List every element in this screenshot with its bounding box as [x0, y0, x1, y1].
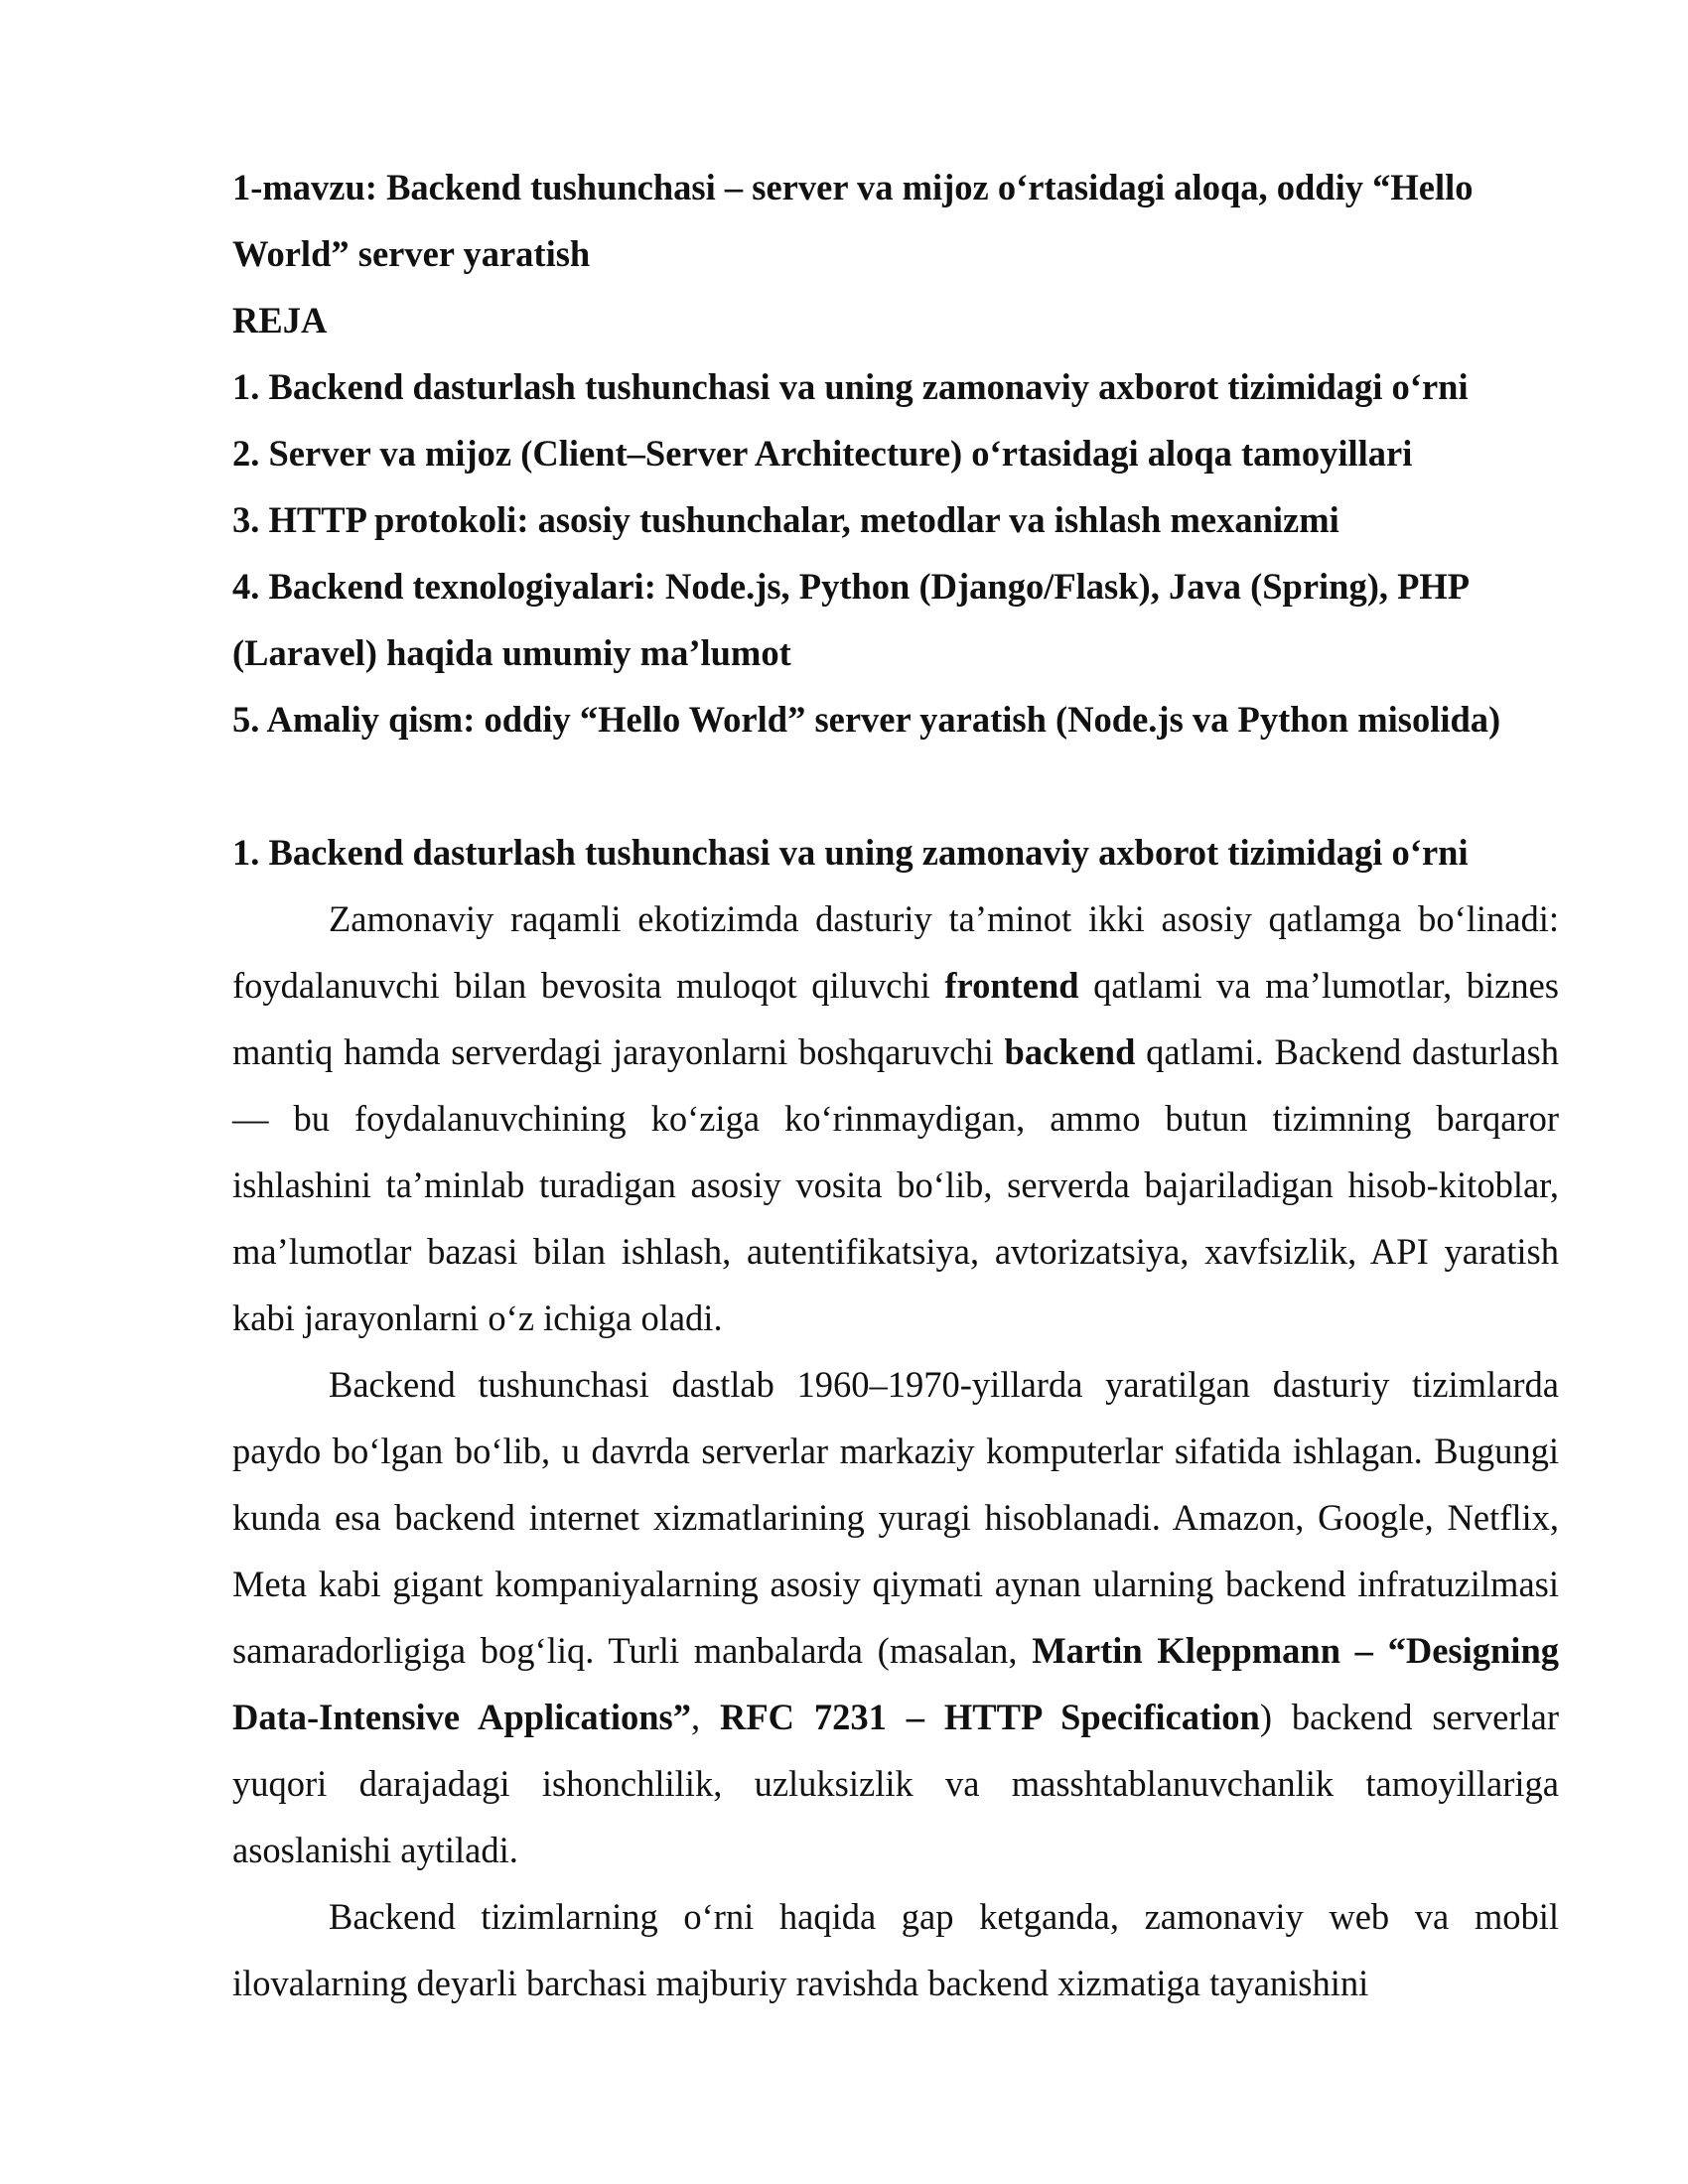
- paragraph-1: [232, 886, 1559, 1351]
- plan-label: REJA: [232, 300, 328, 341]
- paragraph-2: [232, 1351, 1559, 1883]
- reference-kleppmann: Martin Kleppmann – “Designing Data-Intensive Applications”: [232, 1630, 1559, 1737]
- document-title: 1-mavzu: Backend tushunchasi – server va mijoz o‘rtasidagi aloqa, oddiy “Hello World” server yaratish: [232, 167, 1474, 274]
- section-1-heading: 1. Backend dasturlash tushunchasi va uning zamonaviy axborot tizimidagi o‘rni: [232, 832, 1469, 873]
- plan-item-3: 3. HTTP protokoli: asosiy tushunchalar, metodlar va ishlash mexanizmi: [232, 499, 1339, 540]
- document-page: [232, 154, 1559, 2016]
- term-frontend: frontend: [944, 965, 1079, 1006]
- paragraph-2-text-a: Backend tushunchasi dastlab 1960–1970-yillarda yaratilgan dasturiy tizimlarda paydo bo‘lgan bo‘lib, u davrda serverlar markaziy komputerlar sifatida ishlagan. Bugungi kunda esa backend internet xizmatlarining yuragi hisoblanadi. Amazon, Google, Netflix, Meta kabi gigant kompaniyalarning asosiy qiymati aynan ularning backend infratuzilmasi samaradorligiga bog‘liq. Turli manbalarda (masalan,: [232, 1364, 1559, 1671]
- paragraph-1-text-a: Zamonaviy raqamli ekotizimda dasturiy ta’minot ikki asosiy qatlamga bo‘linadi: foydalanuvchi bilan bevosita muloqot qiluvchi: [232, 898, 1559, 1006]
- plan-item-1: 1. Backend dasturlash tushunchasi va uning zamonaviy axborot tizimidagi o‘rni: [232, 366, 1469, 407]
- paragraph-2-text-d: ) backend serverlar yuqori darajadagi ishonchlilik, uzluksizlik va masshtablanuvchanlik tamoyillariga asoslanishi aytiladi.: [232, 1697, 1560, 1870]
- paragraph-1-text-d: qatlami. Backend dasturlash — bu foydalanuvchining ko‘ziga ko‘rinmaydigan, ammo butun tizimning barqaror ishlashini ta’minlab turadigan asosiy vosita bo‘lib, serverda bajariladigan hisob-kitoblar, ma’lumotlar bazasi bilan ishlash, autentifikatsiya, avtorizatsiya, xavfsizlik, API yaratish kabi jarayonlarni o‘z ichiga oladi.: [232, 1031, 1559, 1338]
- plan-item-4: 4. Backend texnologiyalari: Node.js, Python (Django/Flask), Java (Spring), PHP (Laravel) haqida umumiy ma’lumot: [232, 566, 1469, 673]
- reference-rfc7231: RFC 7231 – HTTP Specification: [719, 1697, 1260, 1737]
- plan-item-5: 5. Amaliy qism: oddiy “Hello World” server yaratish (Node.js va Python misolida): [232, 699, 1501, 740]
- paragraph-3-text-a: Backend tizimlarning o‘rni haqida gap ketganda, zamonaviy web va mobil ilovalarning deyarli barchasi majburiy ravishda backend xizmatiga tayanishini: [232, 1896, 1559, 2003]
- paragraph-2-text-c: ,: [690, 1697, 720, 1737]
- paragraph-3: [232, 1883, 1559, 2016]
- plan-list: [232, 353, 1559, 752]
- term-backend: backend: [1004, 1031, 1136, 1072]
- paragraph-1-text-c: qatlami va ma’lumotlar, biznes mantiq hamda serverdagi jarayonlarni boshqaruvchi: [232, 965, 1560, 1072]
- plan-item-2: 2. Server va mijoz (Client–Server Architecture) o‘rtasidagi aloqa tamoyillari: [232, 433, 1413, 474]
